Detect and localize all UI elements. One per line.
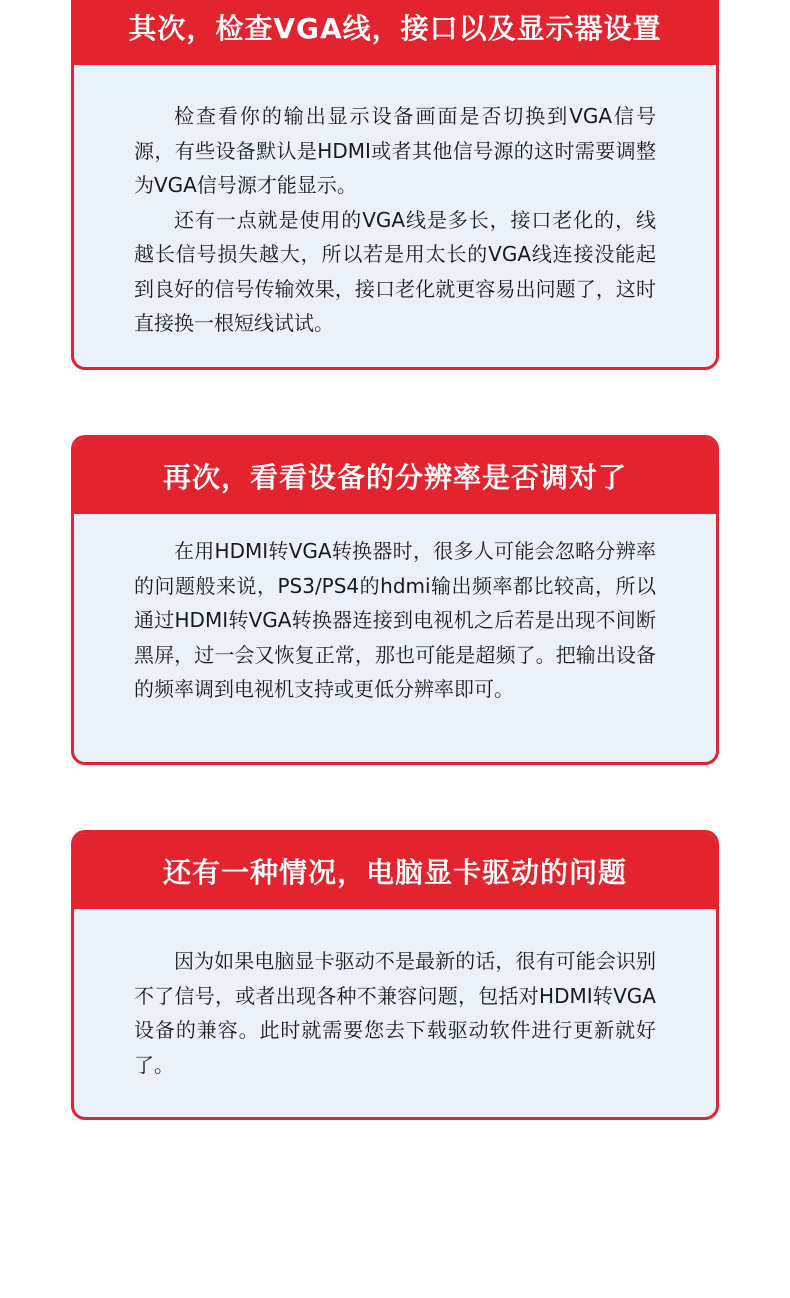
section-body — [74, 909, 716, 1112]
section-header — [74, 833, 716, 909]
section-body — [74, 65, 716, 370]
section-header — [74, 0, 716, 65]
section-paragraph: 因为如果电脑显卡驱动不是最新的话，很有可能会识别不了信号，或者出现各种不兼容问题，包括对HDMI转VGA设备的兼容。此时就需要您去下载驱动软件进行更新就好了。 — [134, 949, 656, 1077]
section-title: 其次，检查VGA线，接口以及显示器设置 — [128, 12, 662, 45]
section-header — [74, 438, 716, 514]
section-paragraph: 还有一点就是使用的VGA线是多长，接口老化的，线越长信号损失越大，所以若是用太长的VGA线连接没能起到良好的信号传输效果，接口老化就更容易出问题了，这时直接换一根短线试试。 — [134, 207, 656, 335]
section-card-graphics-driver — [71, 830, 719, 1120]
section-paragraph: 检查看你的输出显示设备画面是否切换到VGA信号源，有些设备默认是HDMI或者其他信号源的这时需要调整为VGA信号源才能显示。 — [134, 104, 656, 197]
section-card-resolution — [71, 435, 719, 765]
section-card-display-settings — [71, 0, 719, 370]
section-title: 还有一种情况，电脑显卡驱动的问题 — [162, 856, 627, 889]
section-title: 再次，看看设备的分辨率是否调对了 — [162, 461, 627, 494]
section-body — [74, 514, 716, 737]
section-paragraph: 在用HDMI转VGA转换器时，很多人可能会忽略分辨率的问题般来说，PS3/PS4的hdmi输出频率都比较高，所以通过HDMI转VGA转换器连接到电视机之后若是出现不间断黑屏，过一会又恢复正常，那也可能是超频了。把输出设备的频率调到电视机支持或更低分辨率即可。 — [134, 539, 656, 701]
